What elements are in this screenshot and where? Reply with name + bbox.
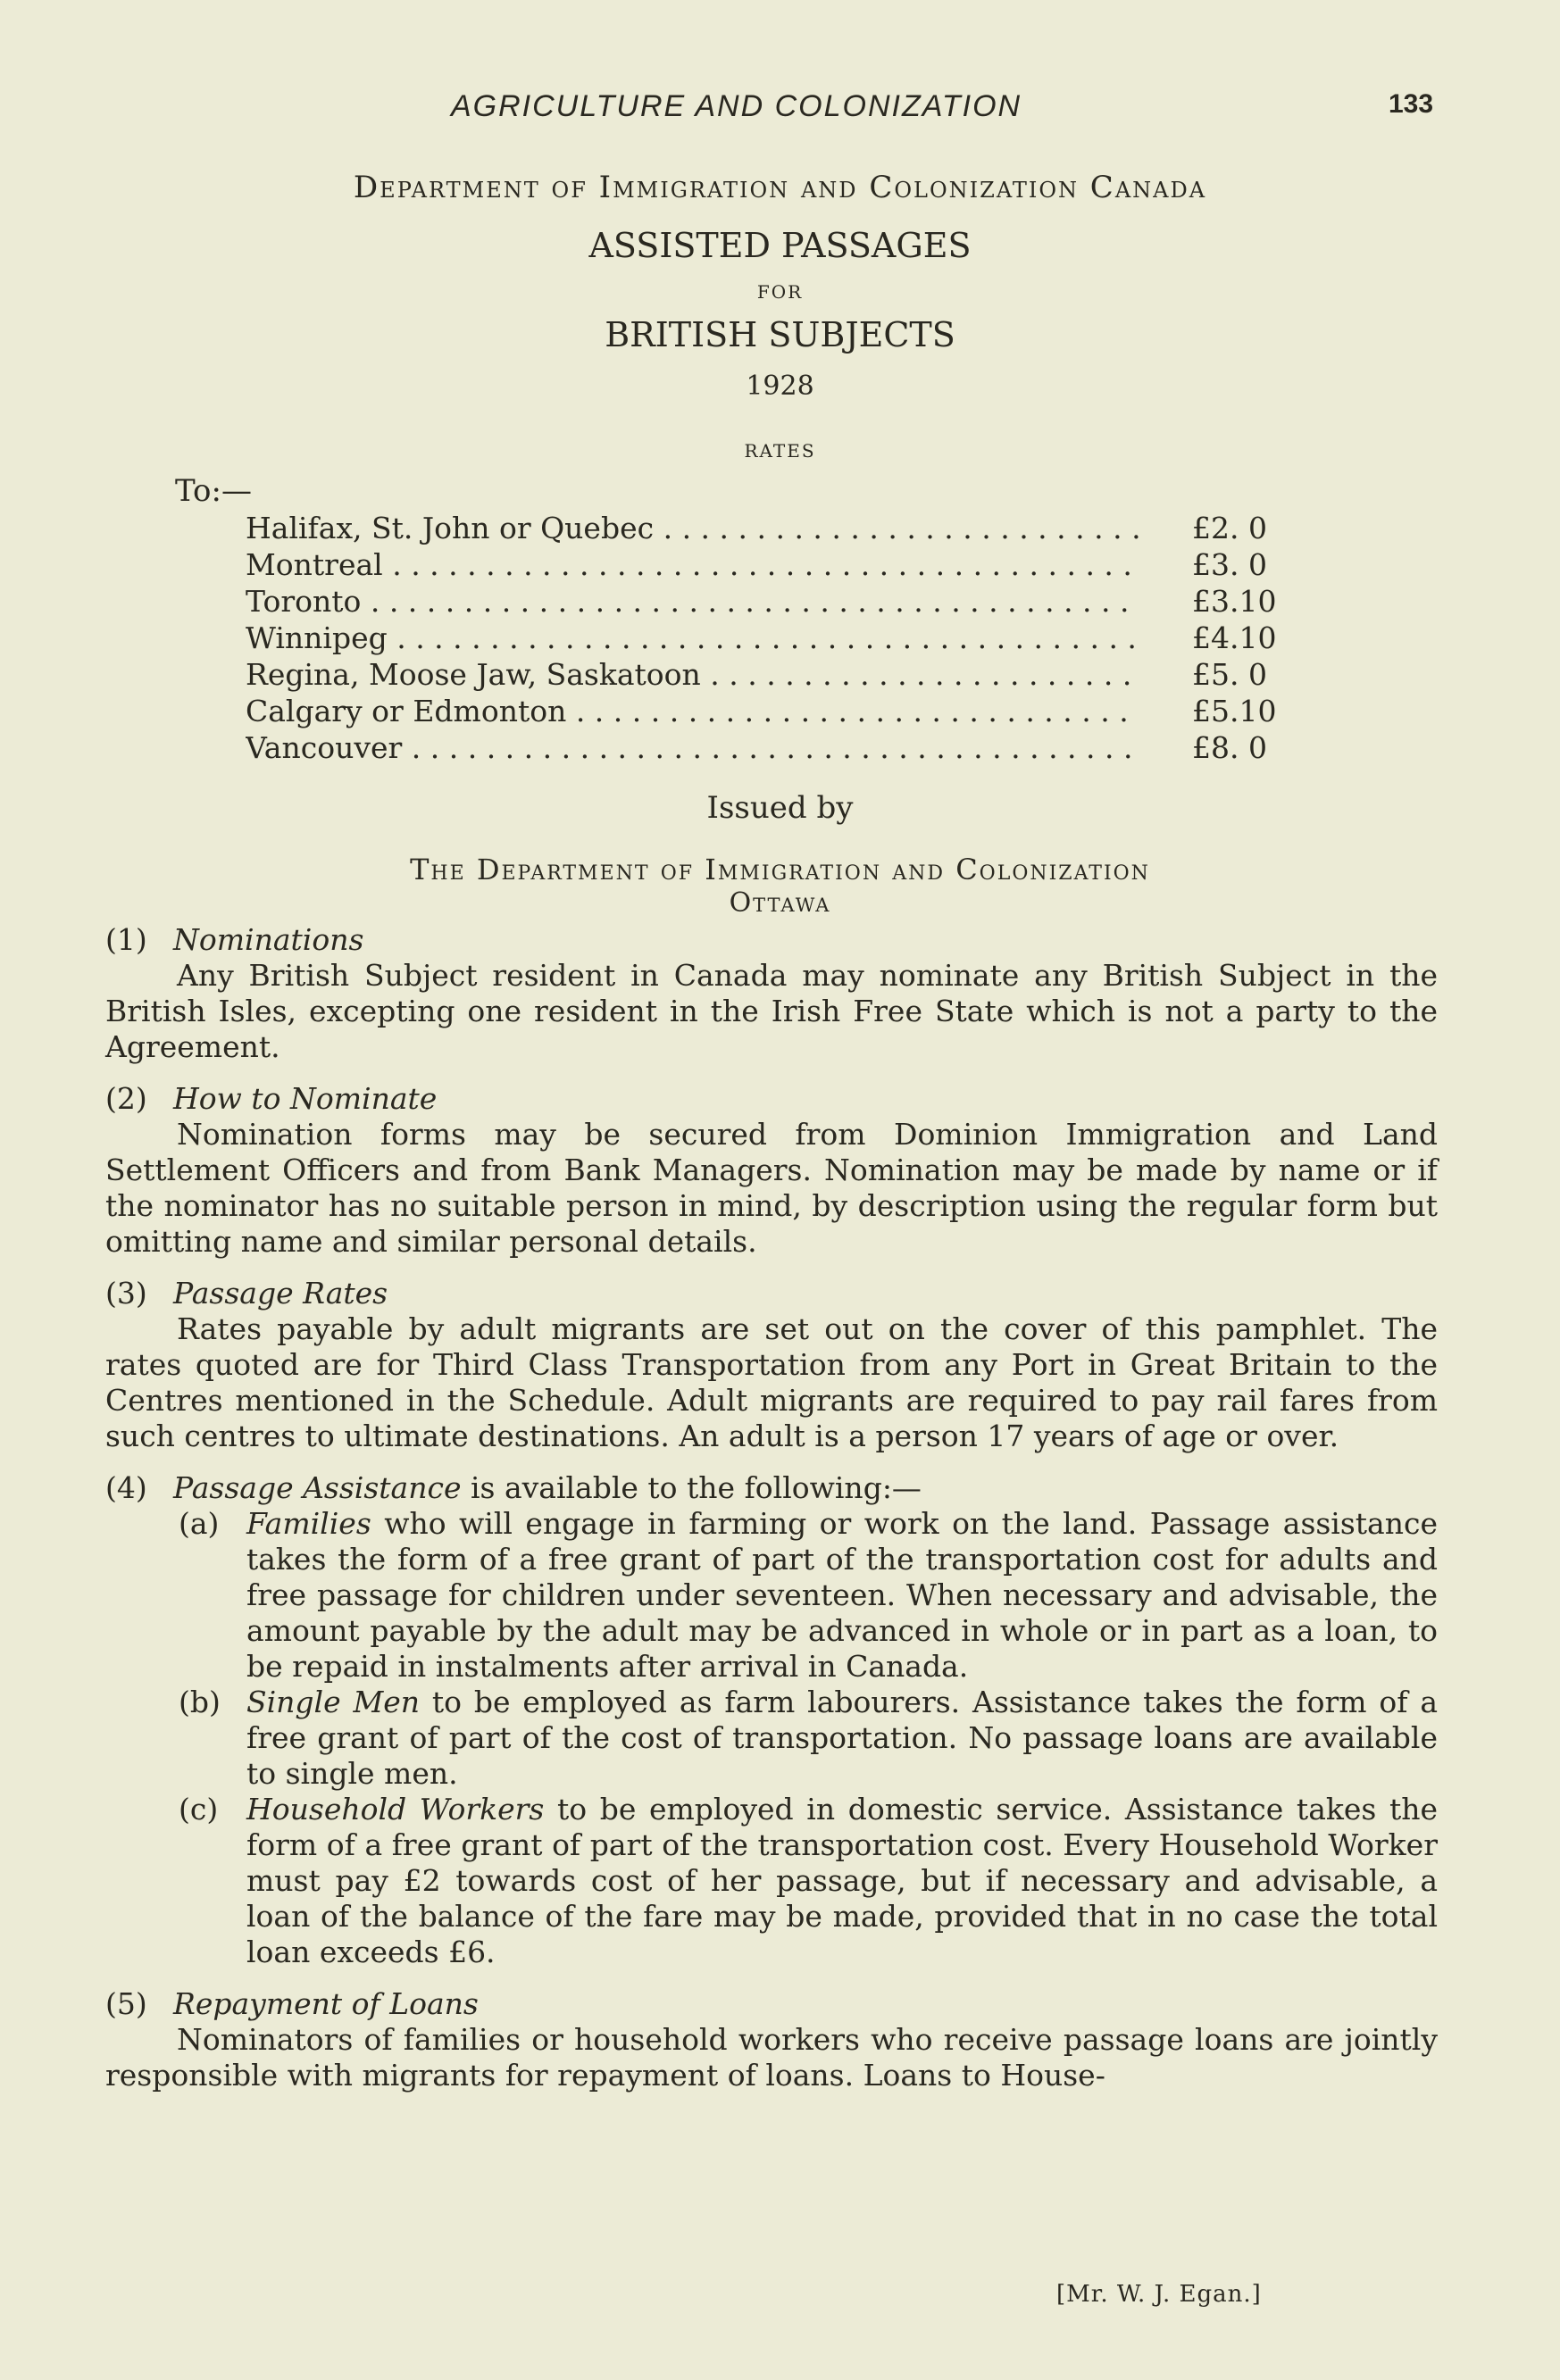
section-number: (4) xyxy=(105,1470,147,1505)
section-heading xyxy=(105,922,1438,958)
rate-row xyxy=(246,620,1299,657)
section-number: (1) xyxy=(105,922,147,957)
issuer: The Department of Immigration and Colonization xyxy=(410,853,1150,886)
item-text: who will engage in farming or work on the land. Passage assistance takes the form of a free grant of part of the transportation cost for adults and free passage for children under seventeen. When necessary and advisable, the amount payable by the adult may be advanced in whole or in part as a loan, to be repaid in instalments after arrival in Canada. xyxy=(246,1506,1438,1684)
title-assisted-passages: ASSISTED PASSAGES xyxy=(588,226,972,265)
section-title: Repayment of Loans xyxy=(173,1986,479,2021)
title-british-subjects: BRITISH SUBJECTS xyxy=(605,315,955,354)
section-number: (2) xyxy=(105,1081,147,1116)
rate-destination: Regina, Moose Jaw, Saskatoon . . . xyxy=(246,657,1139,692)
running-title: AGRICULTURE AND COLONIZATION xyxy=(451,89,1022,123)
rate-destination: Montreal . . . xyxy=(246,547,1139,582)
rate-destination: Vancouver . . . xyxy=(246,730,1139,765)
section-heading xyxy=(105,1470,1438,1506)
section-number: (3) xyxy=(105,1276,147,1311)
section-how-to-nominate xyxy=(105,1081,1438,1260)
assistance-item xyxy=(105,1792,1438,1970)
rate-row xyxy=(246,584,1299,620)
section-heading xyxy=(105,1986,1438,2022)
assistance-item xyxy=(105,1506,1438,1685)
rate-price: £2. 0 xyxy=(1192,511,1267,545)
section-paragraph: Any British Subject resident in Canada may nominate any British Subject in the British Isles, excepting one resident in the Irish Free State which is not a party to the Agreement. xyxy=(105,958,1438,1064)
rate-price: £5.10 xyxy=(1192,694,1277,728)
department-heading: Department of Immigration and Colonization Canada xyxy=(353,170,1207,205)
assistance-item xyxy=(105,1685,1438,1792)
section-heading xyxy=(105,1081,1438,1117)
section-paragraph: Rates payable by adult migrants are set out on the cover of this pamphlet. The rates quoted are for Third Class Transportation from any Port in Great Britain to the Centres mentioned in the Schedule. Adult migrants are required to pay rail fares from such centres to ultimate destinations. An adult is a person 17 years of age or over. xyxy=(105,1311,1438,1453)
rate-price: £3.10 xyxy=(1192,584,1277,619)
section-title: Passage Rates xyxy=(173,1276,388,1311)
item-label: (b) xyxy=(179,1685,221,1719)
section-title-suffix: is available to the following:— xyxy=(461,1470,922,1505)
rate-destination: Halifax, St. John or Quebec . . . xyxy=(246,511,1139,545)
item-lead: Single Men xyxy=(246,1685,421,1719)
item-label: (c) xyxy=(179,1792,219,1827)
section-title: Passage Assistance xyxy=(173,1470,462,1505)
section-body xyxy=(105,958,1438,1065)
rate-destination: Winnipeg . . . xyxy=(246,620,1139,655)
item-lead: Families xyxy=(246,1506,371,1541)
section-passage-rates xyxy=(105,1276,1438,1454)
item-text: to be employed as farm labourers. Assistance takes the form of a free grant of part of the cost of transportation. No passage loans are available to single men. xyxy=(246,1685,1438,1791)
rates-table xyxy=(246,511,1299,767)
rate-row xyxy=(246,730,1299,767)
rate-row xyxy=(246,547,1299,584)
section-paragraph: Nomination forms may be secured from Dominion Immigration and Land Settlement Officers and from Bank Managers. Nomination may be made by name or if the nominator has no suitable person in mind, by description using the regular form but omitting name and similar personal details. xyxy=(105,1117,1438,1259)
item-lead: Household Workers xyxy=(246,1792,545,1827)
section-heading xyxy=(105,1276,1438,1311)
section-body xyxy=(105,1117,1438,1260)
page-number: 133 xyxy=(1389,89,1434,119)
section-nominations xyxy=(105,922,1438,1065)
title-year: 1928 xyxy=(746,370,814,402)
sections xyxy=(105,922,1438,2110)
section-passage-assistance xyxy=(105,1470,1438,1970)
rate-price: £8. 0 xyxy=(1192,730,1267,765)
section-body xyxy=(105,1311,1438,1454)
section-repayment-of-loans xyxy=(105,1986,1438,2093)
to-label: To:— xyxy=(175,473,252,509)
section-paragraph: Nominators of families or household workers who receive passage loans are jointly responsible with migrants for repayment of loans. Loans to House- xyxy=(105,2022,1438,2093)
rate-price: £5. 0 xyxy=(1192,657,1267,692)
issuer-city: Ottawa xyxy=(729,887,831,919)
rate-row xyxy=(246,694,1299,730)
rate-row xyxy=(246,657,1299,694)
issued-by: Issued by xyxy=(706,790,854,826)
section-number: (5) xyxy=(105,1986,147,2021)
section-title: How to Nominate xyxy=(173,1081,438,1116)
item-label: (a) xyxy=(179,1506,220,1541)
title-for: FOR xyxy=(756,281,804,303)
rate-price: £3. 0 xyxy=(1192,547,1267,582)
running-header xyxy=(0,89,1560,134)
item-text: to be employed in domestic service. Assistance takes the form of a free grant of part of the transportation cost. Every Household Worker must pay £2 towards cost of her passage, but if necessary and advisable, a loan of the balance of the fare may be made, provided that in no case the total loan exceeds £6. xyxy=(246,1792,1438,1969)
section-body xyxy=(105,2022,1438,2093)
rates-label: RATES xyxy=(744,440,816,462)
section-title: Nominations xyxy=(173,922,364,957)
rate-price: £4.10 xyxy=(1192,620,1277,655)
speaker-footer: [Mr. W. J. Egan.] xyxy=(1056,2281,1262,2308)
rate-destination: Toronto . . . xyxy=(246,584,1139,619)
rate-row xyxy=(246,511,1299,547)
rate-destination: Calgary or Edmonton . . . xyxy=(246,694,1139,728)
